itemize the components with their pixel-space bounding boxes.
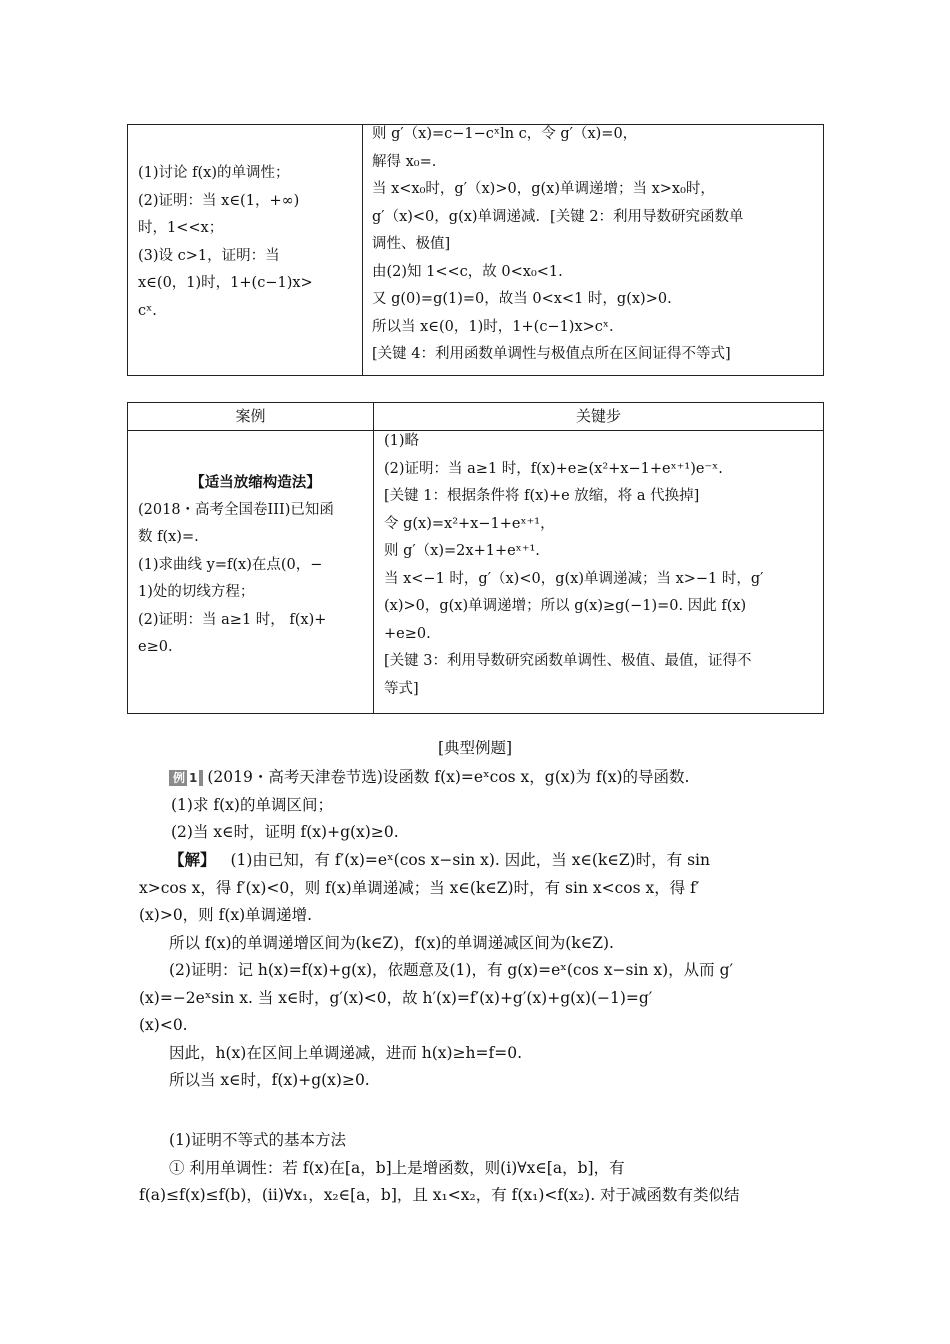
- notes-line: f(a)≤f(x)≤f(b)，(ⅱ)∀x₁，x₂∈[a，b]，且 x₁<x₂，有 f(x₁)<f(x₂). 对于减函数有类似结: [139, 1186, 740, 1204]
- table1-right-line: 又 g(0)=g(1)=0，故当 0<x<1 时，g(x)>0.: [372, 291, 672, 307]
- case-table-header-case: 案例: [128, 403, 374, 431]
- table1-right-line: 解得 x₀=.: [372, 153, 437, 170]
- method-title: 【适当放缩构造法】: [190, 474, 321, 491]
- table2-left-line: e≥0.: [138, 639, 173, 655]
- example-badge: 例 1: [169, 770, 203, 786]
- table2-right-cell: [374, 431, 824, 714]
- notes-line: ① 利用单调性：若 f(x)在[a，b]上是增函数，则(ⅰ)∀x∈[a，b]，有: [169, 1158, 625, 1177]
- table1-right-line: g′（x)<0，g(x)单调递减．[关键 2：利用导数研究函数单: [372, 208, 744, 225]
- section-title: [典型例题]: [437, 739, 513, 757]
- table1-left-line: x∈(0，1)时，1+(c−1)x>: [138, 275, 313, 291]
- example-block: [169, 764, 850, 847]
- table2-right-line: 令 g(x)=x²+x−1+eˣ⁺¹，: [384, 515, 555, 532]
- table1-right-line: 所以当 x∈(0，1)时，1+(c−1)x>cˣ.: [372, 318, 614, 335]
- solution-block: [139, 846, 814, 1095]
- case-table: [127, 402, 824, 714]
- example-subquestion: (1)求 f(x)的单调区间；: [171, 795, 333, 814]
- table-continuation: [127, 124, 824, 376]
- notes-heading: (1)证明不等式的基本方法: [169, 1131, 346, 1149]
- table2-left-line: (2)证明：当 a≥1 时， f(x)+: [138, 611, 327, 628]
- solution-line: (2)证明：记 h(x)=f(x)+g(x)，依题意及(1)，有 g(x)=eˣ(cos x−sin x)，从而 g′: [169, 961, 734, 979]
- table1-left-line: (2)证明：当 x∈(1，+∞): [138, 192, 300, 209]
- table1-left-line: cˣ.: [138, 302, 157, 319]
- table2-right-line: (2)证明：当 a≥1 时，f(x)+e≥(x²+x−1+eˣ⁺¹)e⁻ˣ.: [384, 460, 723, 477]
- case-table-header-key-steps: 关键步: [374, 403, 824, 431]
- table1-left-line: (3)设 c>1，证明：当: [138, 247, 280, 264]
- solution-line: 所以当 x∈时，f(x)+g(x)≥0.: [169, 1071, 370, 1089]
- table2-right-line: 等式]: [384, 680, 419, 697]
- example-question: (2019・高考天津卷节选)设函数 f(x)=eˣcos x，g(x)为 f(x)的导函数.: [207, 768, 690, 786]
- table2-right-line: 则 g′（x)=2x+1+eˣ⁺¹.: [384, 543, 540, 559]
- table1-left-line: (1)讨论 f(x)的单调性；: [138, 165, 290, 181]
- solution-label: 【解】: [169, 850, 216, 869]
- table1-right-line: 当 x<x₀时，g′（x)>0，g(x)单调递增；当 x>x₀时，: [372, 181, 715, 197]
- solution-line: (x)<0.: [139, 1016, 188, 1034]
- solution-line: (1)由已知，有 f′(x)=eˣ(cos x−sin x). 因此，当 x∈(k∈Z)时，有 sin: [230, 851, 710, 869]
- table2-left-line: (2018・高考全国卷III)已知函: [138, 501, 334, 518]
- table2-right-line: +e≥0.: [384, 625, 431, 642]
- table2-right-line: (1)略: [384, 433, 420, 449]
- table2-left-line: 数 f(x)=.: [138, 529, 199, 545]
- solution-line: (x)>0，则 f(x)单调递增.: [139, 906, 313, 924]
- table1-right-line: 则 g′（x)=c−1−cˣln c，令 g′（x)=0，: [372, 126, 638, 142]
- table1-left-line: 时，1<<x；: [138, 220, 224, 236]
- table2-right-line: (x)>0，g(x)单调递增；所以 g(x)≥g(−1)=0. 因此 f(x): [384, 598, 747, 614]
- example-subquestion: (2)当 x∈时，证明 f(x)+g(x)≥0.: [171, 823, 399, 841]
- table1-right-line: [关键 4：利用函数单调性与极值点所在区间证得不等式]: [372, 346, 731, 362]
- table2-left-line: 1)处的切线方程；: [138, 584, 255, 600]
- solution-line: x>cos x，得 f′(x)<0，则 f(x)单调递减；当 x∈(k∈Z)时，有 sin x<cos x，得 f′: [139, 878, 700, 897]
- notes-block: [139, 1127, 819, 1210]
- solution-line: (x)=−2eˣsin x. 当 x∈时，g′(x)<0，故 h′(x)=f′(x)+g′(x)+g(x)(−1)=g′: [139, 988, 653, 1007]
- table2-right-line: [关键 3：利用导数研究函数单调性、极值、最值，证得不: [384, 653, 752, 669]
- table2-left-line: (1)求曲线 y=f(x)在点(0，−: [138, 556, 323, 573]
- table2-right-line: 当 x<−1 时，g′（x)<0，g(x)单调递减；当 x>−1 时，g′: [384, 570, 764, 587]
- table2-left-cell: [128, 431, 374, 714]
- solution-line: 所以 f(x)的单调递增区间为(k∈Z)，f(x)的单调递减区间为(k∈Z).: [169, 933, 614, 952]
- table1-right-line: 由(2)知 1<<c，故 0<x₀<1.: [372, 263, 563, 280]
- table1-left-cell: [128, 125, 363, 376]
- solution-line: 因此，h(x)在区间上单调递减，进而 h(x)≥h=f=0.: [169, 1043, 523, 1062]
- table1-right-cell: [363, 125, 824, 376]
- table1-right-line: 调性、极值]: [372, 236, 451, 252]
- table2-right-line: [关键 1：根据条件将 f(x)+e 放缩，将 a 代换掉]: [384, 488, 700, 504]
